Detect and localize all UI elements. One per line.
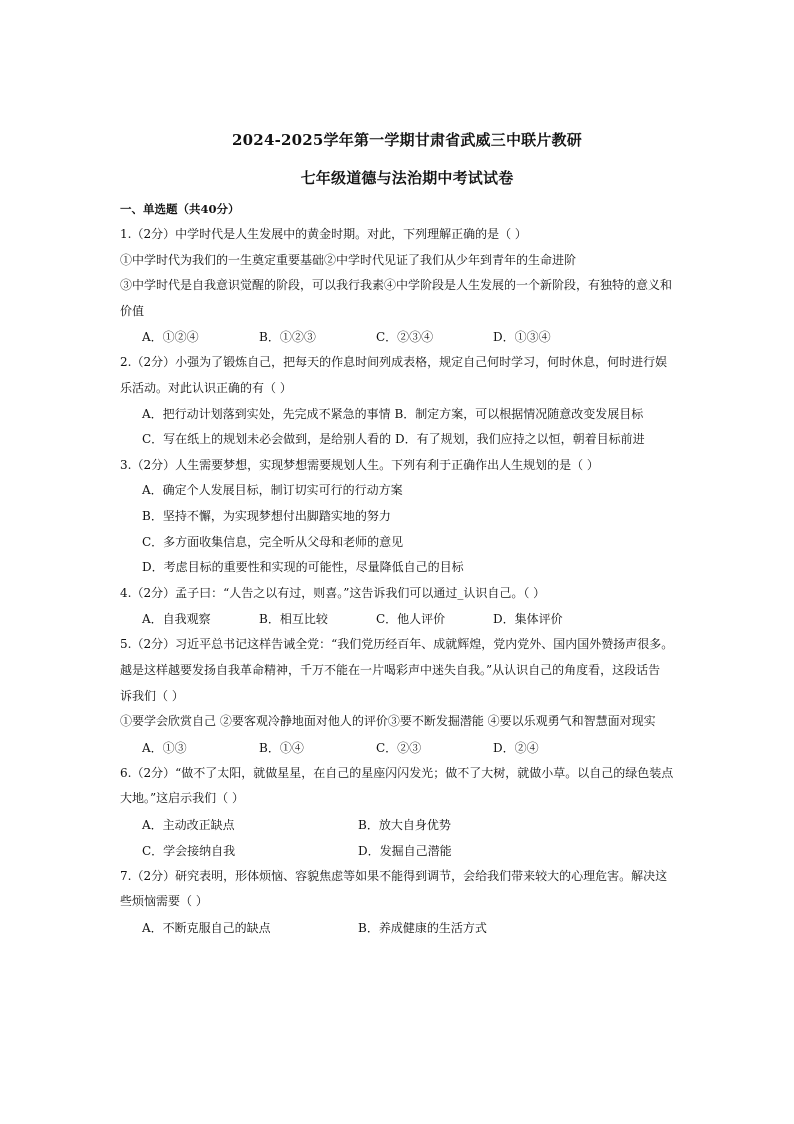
section-heading: 一、单选题（共40分） [120,202,240,216]
question-6-option-b: B．放大自身优势 [358,817,451,832]
question-6-option-c: C．学会接纳自我 [142,843,236,858]
question-4-option-d: D．集体评价 [493,612,563,627]
question-4 [120,581,694,633]
question-5-option-a: A．①③ [142,740,187,755]
question-1-option-a: A．①②④ [142,330,199,345]
question-1-statement-2: ③中学时代是自我意识觉醒的阶段，可以我行我素④中学阶段是人生发展的一个新阶段，有独特的意义和 [120,278,673,293]
question-5-statements: ①要学会欣赏自己 ②要客观冷静地面对他人的评价③要不断发掘潜能 ④要以乐观勇气和智慧面对现实 [120,714,656,729]
question-5-options [120,735,694,761]
question-4-option-c: C．他人评价 [376,612,446,627]
question-1-options [120,324,694,350]
question-6-stem-line1: 6.（2分）“做不了太阳，就做星星，在自己的星座闪闪发光；做不了大树，就做小草。以自己的绿色装点 [120,765,674,780]
question-5 [120,632,694,760]
question-5-stem-line2: 越是这样越要发扬自我革命精神，千万不能在一片喝彩声中迷失自我。”从认识自己的角度看，这段话告 [120,662,661,677]
question-6 [120,761,694,864]
question-1-option-b: B．①②③ [259,330,316,345]
exam-title-line2: 七年级道德与法治期中考试试卷 [300,169,514,187]
question-3-option-a: A．确定个人发展目标，制订切实可行的行动方案 [142,483,403,498]
question-1-statement-1: ①中学时代为我们的一生奠定重要基础②中学时代见证了我们从少年到青年的生命进阶 [120,252,577,267]
question-7-option-a: A．不断克服自己的缺点 [142,921,271,936]
question-1-statement-3: 价值 [120,303,145,318]
question-5-option-b: B．①④ [259,740,304,755]
question-1 [120,222,694,350]
question-7-stem-line1: 7.（2分）研究表明，形体烦恼、容貌焦虑等如果不能得到调节，会给我们带来较大的心理危害。解决这 [120,868,668,883]
question-7-option-b: B．养成健康的生活方式 [358,921,487,936]
question-2-stem-line2: 乐活动。对此认识正确的有（ ） [120,380,292,395]
question-1-option-d: D．①③④ [493,330,551,345]
question-6-option-a: A．主动改正缺点 [142,817,235,832]
question-1-option-c: C．②③④ [376,330,434,345]
question-4-option-a: A．自我观察 [142,612,211,627]
question-2-options-ab: A．把行动计划落到实处，先完成不紧急的事情 B．制定方案，可以根据情况随意改变发展目标 [142,406,644,421]
question-2-stem-line1: 2.（2分）小强为了锻炼自己，把每天的作息时间列成表格，规定自己何时学习，何时休息，何时进行娱 [120,355,668,370]
question-7 [120,864,694,941]
question-5-option-c: C．②③ [376,740,422,755]
exam-title-line1: 2024-2025学年第一学期甘肃省武威三中联片教研 [232,131,582,149]
question-4-option-b: B．相互比较 [259,612,328,627]
question-5-option-d: D．②④ [493,740,539,755]
question-7-stem-line2: 些烦恼需要（ ） [120,894,208,909]
question-6-option-d: D．发掘自己潜能 [358,843,452,858]
question-3-option-d: D．考虑目标的重要性和实现的可能性，尽量降低自己的目标 [142,560,464,575]
question-2 [120,350,694,452]
question-7-options-ab [120,915,694,941]
question-2-options-cd: C．写在纸上的规划未必会做到，是给别人看的 D．有了规划，我们应持之以恒，朝着目标前进 [142,432,645,447]
question-4-stem: 4.（2分）孟子曰：“人告之以有过，则喜。”这告诉我们可以通过_认识自己。（ ） [120,585,546,600]
question-6-stem-line2: 大地。”这启示我们（ ） [120,791,244,806]
question-5-stem-line1: 5.（2分）习近平总书记这样告诫全党：“我们党历经百年、成就辉煌，党内党外、国内国外赞扬声很多。 [120,637,674,652]
question-6-options-ab [120,812,694,838]
question-3-option-b: B．坚持不懈，为实现梦想付出脚踏实地的努力 [142,508,391,523]
question-6-options-cd [120,838,694,864]
question-3 [120,453,694,581]
question-5-stem-line3: 诉我们（ ） [120,688,184,703]
question-3-option-c: C．多方面收集信息，完全听从父母和老师的意见 [142,534,404,549]
question-1-stem: 1.（2分）中学时代是人生发展中的黄金时期。对此，下列理解正确的是（ ） [120,227,527,241]
question-3-stem: 3.（2分）人生需要梦想，实现梦想需要规划人生。下列有利于正确作出人生规划的是（ ） [120,457,599,472]
question-4-options [120,606,694,632]
